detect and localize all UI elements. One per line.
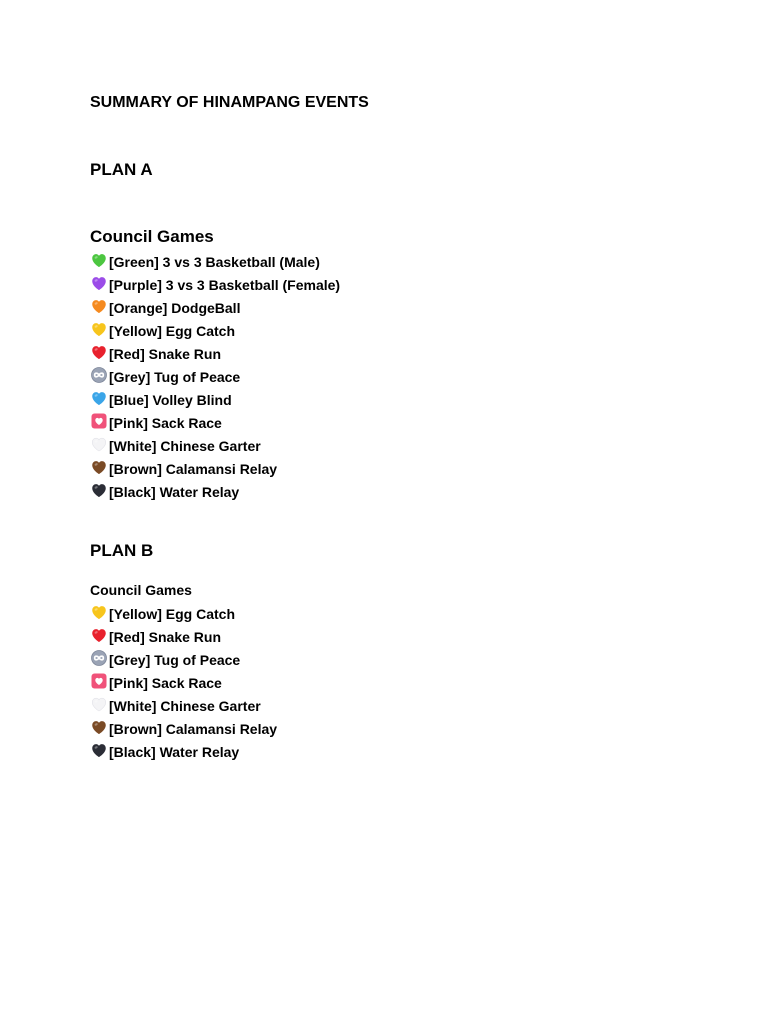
event-item [90, 740, 277, 763]
orange-heart-icon [90, 297, 108, 315]
blue-heart-icon [90, 389, 108, 407]
event-label: [Pink] Sack Race [109, 414, 222, 431]
event-item [90, 319, 340, 342]
purple-heart-icon [90, 274, 108, 292]
heart-decoration-icon [90, 672, 108, 690]
event-label: [Red] Snake Run [109, 345, 222, 362]
infinity-icon [90, 649, 108, 667]
document-title: SUMMARY OF HINAMPANG EVENTS [90, 94, 369, 111]
event-label: [Orange] DodgeBall [109, 299, 241, 316]
event-label: [Blue] Volley Blind [109, 391, 232, 408]
event-item [90, 388, 340, 411]
black-heart-icon [90, 481, 108, 499]
event-item [90, 250, 340, 273]
event-item [90, 602, 277, 625]
event-item [90, 273, 340, 296]
event-item [90, 365, 340, 388]
event-label: [Purple] 3 vs 3 Basketball (Female) [109, 276, 341, 293]
event-label: [Black] Water Relay [109, 483, 240, 500]
event-label: [Green] 3 vs 3 Basketball (Male) [109, 253, 320, 270]
event-item [90, 342, 340, 365]
event-item [90, 296, 340, 319]
yellow-heart-icon [90, 320, 108, 338]
event-label: [White] Chinese Garter [109, 437, 261, 454]
green-heart-icon [90, 251, 108, 269]
event-item [90, 694, 277, 717]
event-label: [Red] Snake Run [109, 628, 222, 645]
event-label: [Pink] Sack Race [109, 674, 222, 691]
event-label: [Grey] Tug of Peace [109, 368, 241, 385]
white-heart-icon [90, 435, 108, 453]
event-item [90, 411, 340, 434]
event-label: [Yellow] Egg Catch [109, 605, 236, 622]
yellow-heart-icon [90, 603, 108, 621]
event-label: [Yellow] Egg Catch [109, 322, 236, 339]
plan-b-heading: PLAN B [90, 541, 154, 560]
white-heart-icon [90, 695, 108, 713]
event-label: [White] Chinese Garter [109, 697, 261, 714]
event-item [90, 717, 277, 740]
plan-b-event-list [90, 602, 277, 763]
plan-a-heading: PLAN A [90, 160, 153, 179]
red-heart-icon [90, 343, 108, 361]
plan-a-event-list [90, 250, 340, 503]
infinity-icon [90, 366, 108, 384]
event-label: [Brown] Calamansi Relay [109, 720, 278, 737]
heart-decoration-icon [90, 412, 108, 430]
event-item [90, 434, 340, 457]
event-label: [Grey] Tug of Peace [109, 651, 241, 668]
event-label: [Black] Water Relay [109, 743, 240, 760]
plan-b-council-games-heading: Council Games [90, 582, 192, 598]
event-item [90, 625, 277, 648]
event-item [90, 457, 340, 480]
brown-heart-icon [90, 458, 108, 476]
event-item [90, 648, 277, 671]
event-item [90, 671, 277, 694]
event-item [90, 480, 340, 503]
plan-a-council-games-heading: Council Games [90, 227, 214, 246]
black-heart-icon [90, 741, 108, 759]
brown-heart-icon [90, 718, 108, 736]
event-label: [Brown] Calamansi Relay [109, 460, 278, 477]
red-heart-icon [90, 626, 108, 644]
